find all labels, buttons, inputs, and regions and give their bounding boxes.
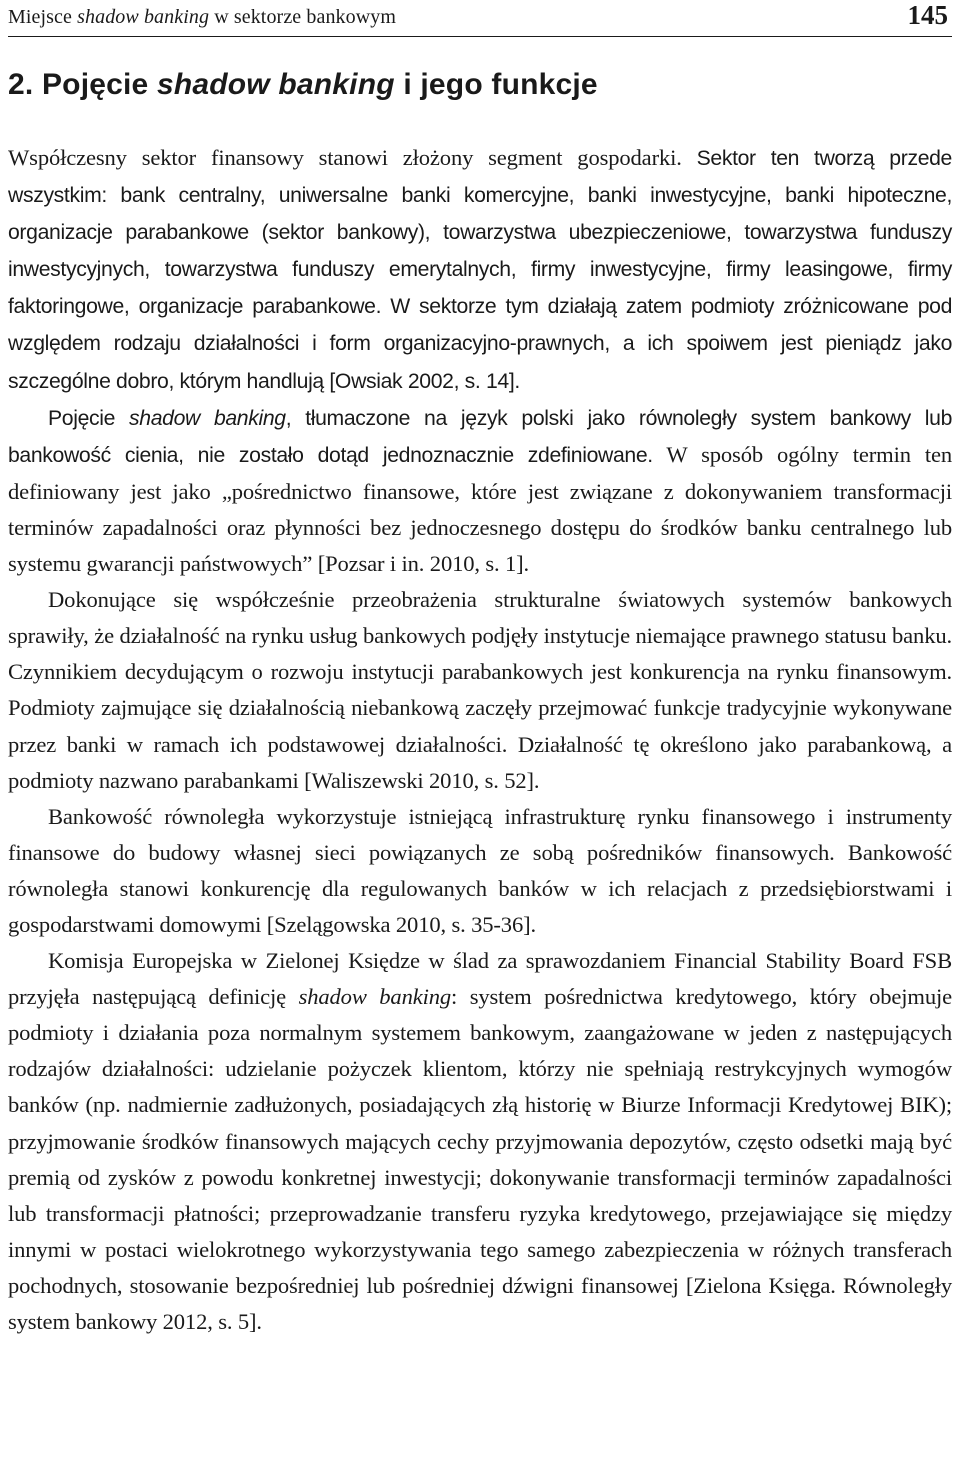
section-heading: [8, 68, 598, 102]
paragraph-2-italic: shadow banking: [129, 406, 286, 430]
running-title: [8, 6, 396, 29]
paragraph-5: [8, 943, 952, 1340]
paragraph-2-end: W sposób ogólny termin ten definiowany jest jako „pośrednictwo finansowe, które jest związane z dokonywaniem transformacji terminów zapadalności oraz płynności bez jednoczesnego dostępu do środków banku centralnego lub systemu gwarancji państwowych” [Pozsar i in. 2010, s. 1].: [8, 441, 952, 577]
paragraph-1-start: Współczesny sektor finansowy stanowi złożony segment gospodarki.: [8, 145, 697, 170]
paragraph-3: Dokonujące się współcześnie przeobrażenia strukturalne światowych systemów bankowych sprawiły, że działalność na rynku usług bankowych podjęły instytucje niemające prawnego statusu banku. Czynnikiem decydującym o rozwoju instytucji parabankowych jest konkurencja na rynku finansowym. Podmioty zajmujące się działalnością niebankową zaczęły przejmować funkcje tradycyjnie wykonywane przez banki w ramach ich podstawowej działalności. Działalność tę określono jako parabankową, a podmioty nazwano parabankami [Waliszewski 2010, s. 52].: [8, 587, 952, 793]
paragraph-5-rest: : system pośrednictwa kredytowego, który obejmuje podmioty i działania poza normalnym systemem bankowym, zaangażowane w jeden z następujących rodzajów działalności: udzielanie pożyczek klientom, którzy nie spełniają restrykcyjnych wymogów banków (np. nadmiernie zadłużonych, posiadających złą historię w Biurze Informacji Kredytowej BIK); przyjmowanie środków finansowych mających cechy przyjmowania depozytów, często odsetki mają być premią od zysków z powodu konkretnej inwestycji; dokonywanie transformacji terminów zapadalności lub transformacji płatności; przeprowadzanie transferu ryzyka kredytowego, przejawiające się między innymi w postaci wielokrotnego wykorzystywania tego samego zabezpieczenia w różnych transferach pochodnych, stosowanie bezpośredniej lub pośredniej dźwigni finansowej [Zielona Księga. Równoległy system bankowy 2012, s. 5].: [8, 984, 953, 1334]
running-header: [8, 2, 952, 37]
page-number: 145: [907, 0, 948, 30]
paragraph-2-start: Pojęcie: [48, 406, 130, 430]
running-title-italic: shadow banking: [77, 6, 210, 28]
section-heading-part1: 2. Pojęcie: [8, 68, 157, 101]
body-text: [8, 140, 952, 1340]
running-title-part1: Miejsce: [8, 6, 78, 28]
paragraph-2-mid: , tłumaczone na język polski jako równoległy system bankowy lub bankowość cienia, nie zostało dotąd jednoznacznie zdefiniowane.: [8, 406, 953, 467]
paragraph-4: Bankowość równoległa wykorzystuje istniejącą infrastrukturę rynku finansowego i instrumenty finansowe do budowy własnej sieci powiązanych ze sobą pośredników finansowych. Bankowość równoległa stanowi konkurencję dla regulowanych banków w ich relacjach z przedsiębiorstwami i gospodarstwami domowymi [Szelągowska 2010, s. 35-36].: [8, 803, 952, 937]
section-heading-italic: shadow banking: [156, 68, 395, 101]
paragraph-5-italic: shadow banking: [298, 984, 452, 1010]
paragraph-5-start: Komisja Europejska w Zielonej Księdze w ślad za sprawozdaniem Financial Stability Board FSB przyjęła następującą definicję: [8, 948, 952, 1010]
paragraph-2: [8, 400, 952, 582]
running-title-part2: w sektorze bankowym: [209, 6, 397, 28]
paragraph-1: [8, 140, 952, 400]
paragraph-1-rest: Sektor ten tworzą przede wszystkim: bank centralny, uniwersalne banki komercyjne, banki inwestycyjne, banki hipoteczne, organizacje parabankowe (sektor bankowy), towarzystwa ubezpieczeniowe, towarzystwa funduszy inwestycyjnych, towarzystwa funduszy emerytalnych, firmy inwestycyjne, firmy leasingowe, firmy faktoringowe, organizacje parabankowe. W sektorze tym działają zatem podmioty zróżnicowane pod względem rodzaju działalności i form organizacyjno-prawnych, a ich spoiwem jest pieniądz jako szczególne dobro, którym handlują [Owsiak 2002, s. 14].: [8, 147, 952, 393]
section-heading-rest: i jego funkcje: [394, 68, 598, 101]
